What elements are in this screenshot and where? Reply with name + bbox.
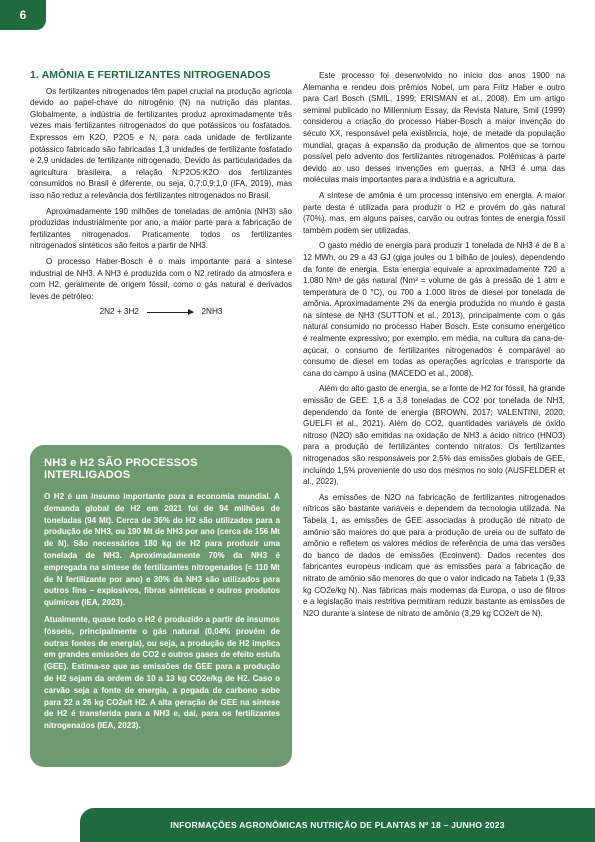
footer-banner: INFORMAÇÕES AGRONÔMICAS NUTRIÇÃO DE PLANTAS Nº 18 – JUNHO 2023 [80, 808, 595, 842]
haber-bosch-equation [30, 306, 292, 318]
box-paragraph-1: O H2 é um insumo importante para a economia mundial. A demanda global de H2 em 2021 foi de 94 milhões de toneladas (94 Mt). Cerca de 36% do H2 são utilizados para a produção de NH3, ou 190 Mt de NH3 por ano (cerca de 156 Mt de N). São necessários 180 kg de H2 para produzir uma tonelada de NH3. Aproximadamente 70% da NH3 é empregada na síntese de fertilizantes nitrogenados (≈ 110 Mt de N fertilizante por ano) e 30% da NH3 são utilizados para outros fins – explosivos, fibras sintéticas e outros produtos químicos (IEA, 2023). [44, 492, 280, 608]
equation-reactants: 2N2 + 3H2 [99, 307, 139, 317]
right-paragraph-3: O gasto médio de energia para produzir 1 tonelada de NH3 é de 8 a 12 MWh, ou 29 a 43 GJ (giga joules ou 1 bilhão de joules), dependendo da fonte de energia. Esta energia equivale a aproximadamente 720 a 1.080 Nm³ de gás natural (Nm³ = volume de gás à pressão de 1 atm e temperatura de 0 °C), ou 700 a 1.000 litros de diesel por tonelada de amônia. Aproximadamente 2% da energia produzida no mundo é gasta na síntese de NH3 (SUTTON et al., 2013), principalmente com o gás natural consumido no processo Haber Bosch. Este consumo energético é realmente expressivo; por exemplo, em média, na cultura da cana-de-açúcar, o consumo de fertilizantes nitrogenados é comparável ao consumo de diesel em todas as operações agrícolas e transporte da cana do campo à usina (MACEDO et al., 2008). [303, 241, 565, 378]
box-paragraph-2: Atualmente, quase todo o H2 é produzido a partir de insumos fósseis, principalmente o gás natural (0,04% provém de outras fontes de energia), ou seja, a produção de H2 implica em grandes emissões de CO2 e outros gases de efeito estufa (GEE). Estima-se que as emissões de GEE para a produção de H2 sejam da ordem de 10 a 13 kg CO2e/kg de H2. Caso o carvão seja a fonte de energia, a pegada de carbono sobe para 22 a 26 kg CO2e/t H2. A alta geração de GEE na síntese de H2 é transferida para a NH3 e, daí, para os fertilizantes nitrogenados (IEA, 2023). [44, 614, 280, 731]
left-column [30, 70, 292, 322]
highlight-box [30, 445, 292, 767]
page-number: 6 [0, 0, 46, 30]
equation-product: 2NH3 [201, 307, 223, 317]
right-column [303, 70, 565, 623]
left-paragraph-2: Aproximadamente 190 milhões de toneladas de amônia (NH3) são produzidas industrialmente por ano, a maior parte para a fabricação de fertilizantes nitrogenados. Praticamente todos os fertilizantes nitrogenados sintéticos são feitos a partir de NH3. [30, 206, 292, 251]
section-title: 1. AMÔNIA E FERTILIZANTES NITROGENADOS [30, 69, 271, 81]
left-paragraph-3: O processo Haber-Bosch é o mais importante para a síntese industrial de NH3. A NH3 é produzida com o N2 retirado da atmosfera e com H2, geralmente de origem fóssil, como o gás natural e derivados leves de petróleo: [30, 256, 292, 301]
right-paragraph-2: A síntese de amônia é um processo intensivo em energia. A maior parte desta é utilizada para produzir o H2 e provém do gás natural (70%), mas, em alguns países, carvão ou outras fontes de energia fóssil também podem ser utilizadas. [303, 190, 565, 235]
left-paragraph-1: Os fertilizantes nitrogenados têm papel crucial na produção agrícola devido ao papel-chave do nitrogênio (N) na nutrição das plantas. Globalmente, a indústria de fertilizantes produz aproximadamente três vezes mais fertilizantes nitrogenados do que potássicos ou fosfatados. Expressos em K2O, P2O5 e N, para cada unidade de fertilizante potássico fabricado são fabricadas 1,3 unidades de fertilizante fosfatado e 2,9 unidades de fertilizante nitrogenado. Devido às particularidades da agricultura brasileira, a relação N:P2O5:K2O dos fertilizantes consumidos no Brasil é diferente, ou seja, 0,7:0,9:1,0 (IFA, 2019), mas isso não reduz a relevância dos fertilizantes nitrogenados no Brasil. [30, 86, 292, 200]
right-paragraph-4: Além do alto gasto de energia, se a fonte de H2 for fóssil, há grande emissão de GEE: 1,6 a 3,8 toneladas de CO2 por tonelada de NH3, dependendo da fonte de energia (BROWN, 2017; VALENTINI, 2020; GUELFI et al., 2021). Além do CO2, quantidades variáveis de óxido nitroso (N2O) são emitidas na oxidação de NH3 a ácido nítrico (HNO3) para a produção de fertilizantes contendo nitratos. Os fertilizantes nitrogenados são responsáveis por 2,5% das emissões globais de GEE, incluindo 1,5% proveniente do uso dos mesmos no solo (AUSFELDER et al., 2022). [303, 384, 565, 487]
reaction-arrow-icon [147, 312, 193, 313]
right-paragraph-1: Este processo foi desenvolvido no início dos anos 1900 na Alemanha e rendeu dois prêmios Nobel, um para Fritz Haber e outro para Carl Bosch (SMIL, 1999; ERISMAN et al., 2008). Em um artigo seminal publicado no Millennium Essay, da Revista Nature, Smil (1999) considerou a criação do processo Haber-Bosch a maior invenção do século XX, responsável pela existência, hoje, de metade da população mundial, graças à expansão da produção de alimentos que se tornou possível pelo advento dos fertilizantes nitrogenados. Polêmicas à parte devido ao uso desses invenções em guerras, a NH3 é uma das moléculas mais importantes para a indústria e a agricultura. [303, 71, 565, 185]
right-paragraph-5: As emissões de N2O na fabricação de fertilizantes nitrogenados nítricos são bastante variáveis e dependem da tecnologia utilizada. Na Tabela 1, as emissões de GEE associadas à produção de nitrato de amônio são maiores do que para a produção de ureia ou de sulfato de amônio e refletem os valores médios de referência de uma das versões do banco de dados de emissões (Ecoinvent). Dados recentes dos fabricantes europeus indicam que as emissões para a fabricação de nitrato de amônio são menores do que o valor indicado na Tabela 1 (9,33 kg CO2e/kg N). Nas fábricas mais modernas da Europa, o uso de filtros e a legislação mais restritiva permitiram reduzir bastante as emissões de N2O durante a síntese de nitrato de amônio (3,29 kg CO2e/t de N). [303, 492, 565, 618]
box-title: NH3 e H2 SÃO PROCESSOS INTERLIGADOS [44, 457, 198, 481]
